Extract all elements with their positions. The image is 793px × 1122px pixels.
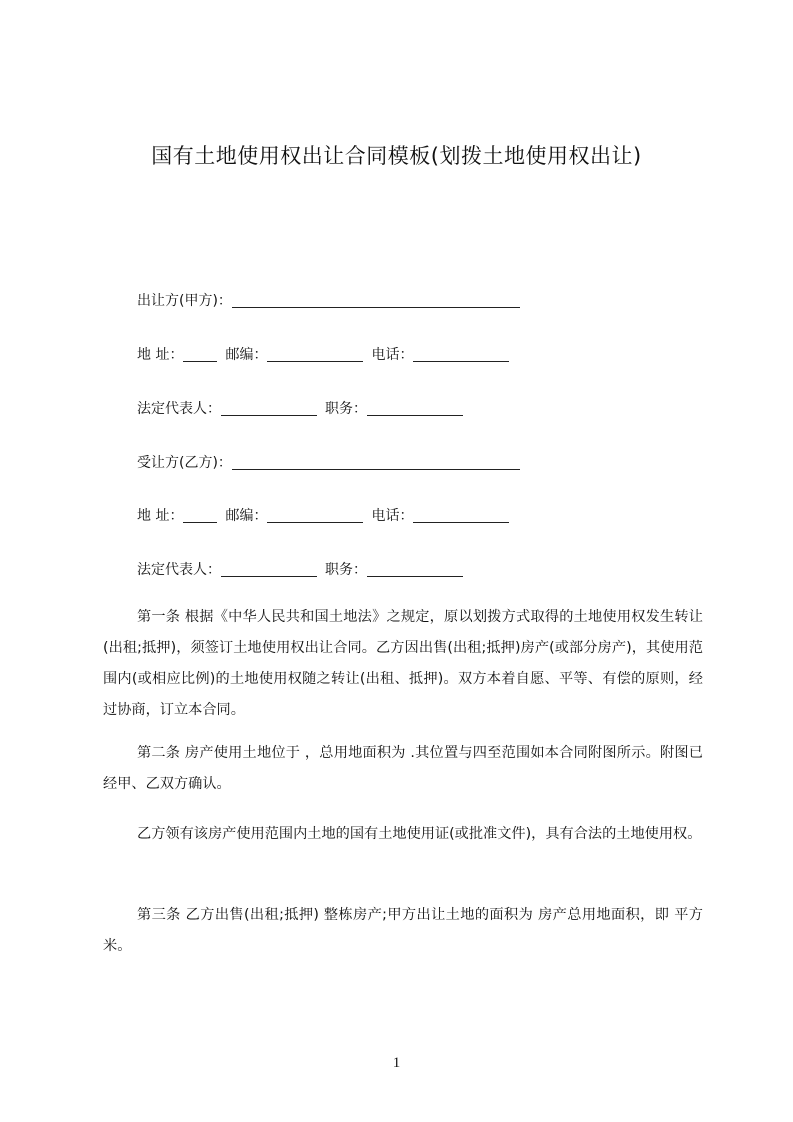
party-b-legal-rep-blank[interactable] bbox=[221, 562, 317, 577]
article-2-note: 乙方领有该房产使用范围内土地的国有土地使用证(或批准文件)，具有合法的土地使用权。 bbox=[137, 826, 702, 842]
party-a-label: 出让方(甲方)： bbox=[137, 293, 232, 309]
party-a-rep-line bbox=[137, 399, 463, 419]
party-b-line bbox=[137, 453, 520, 473]
party-a-postcode-label: 邮编： bbox=[225, 347, 268, 363]
party-a-legal-rep-blank[interactable] bbox=[221, 401, 317, 416]
party-b-position-label: 职务： bbox=[325, 562, 367, 578]
party-b-label: 受让方(乙方)： bbox=[137, 455, 232, 471]
party-a-address-label: 地 址： bbox=[137, 347, 184, 363]
party-b-rep-line bbox=[137, 560, 463, 580]
party-b-legal-rep-label: 法定代表人： bbox=[137, 562, 221, 578]
document-title: 国有土地使用权出让合同模板(划拨土地使用权出让) bbox=[151, 144, 642, 168]
party-a-position-blank[interactable] bbox=[367, 401, 463, 416]
party-b-postcode-blank[interactable] bbox=[267, 508, 363, 523]
party-b-address-blank[interactable] bbox=[183, 508, 217, 523]
party-b-phone-label: 电话： bbox=[371, 508, 414, 524]
party-a-phone-label: 电话： bbox=[371, 347, 414, 363]
party-a-phone-blank[interactable] bbox=[413, 347, 509, 362]
article-2: 第二条 房产使用土地位于 ，总用地面积为 .其位置与四至范围如本合同附图所示。附图已经甲、乙双方确认。 bbox=[103, 745, 703, 792]
party-a-contact-line bbox=[137, 345, 509, 365]
party-a-position-label: 职务： bbox=[325, 401, 367, 417]
page-number: 1 bbox=[392, 1055, 401, 1071]
party-a-blank[interactable] bbox=[232, 293, 520, 308]
party-a-line bbox=[137, 291, 520, 311]
article-1: 第一条 根据《中华人民共和国土地法》之规定，原以划拨方式取得的土地使用权发生转让(出租;抵押)，须签订土地使用权出让合同。乙方因出售(出租;抵押)房产(或部分房产)，其使用范围内(或相应比例)的土地使用权随之转让(出租、抵押)。双方本着自愿、平等、有偿的原则，经过协商，订立本合同。 bbox=[103, 609, 703, 718]
article-3: 第三条 乙方出售(出租;抵押) 整栋房产;甲方出让土地的面积为 房产总用地面积，即 平方米。 bbox=[103, 907, 703, 954]
party-b-phone-blank[interactable] bbox=[413, 508, 509, 523]
party-b-postcode-label: 邮编： bbox=[225, 508, 268, 524]
party-b-position-blank[interactable] bbox=[367, 562, 463, 577]
party-b-contact-line bbox=[137, 506, 509, 526]
party-a-postcode-blank[interactable] bbox=[267, 347, 363, 362]
party-a-legal-rep-label: 法定代表人： bbox=[137, 401, 221, 417]
party-b-address-label: 地 址： bbox=[137, 508, 184, 524]
party-b-blank[interactable] bbox=[232, 455, 520, 470]
party-a-address-blank[interactable] bbox=[183, 347, 217, 362]
